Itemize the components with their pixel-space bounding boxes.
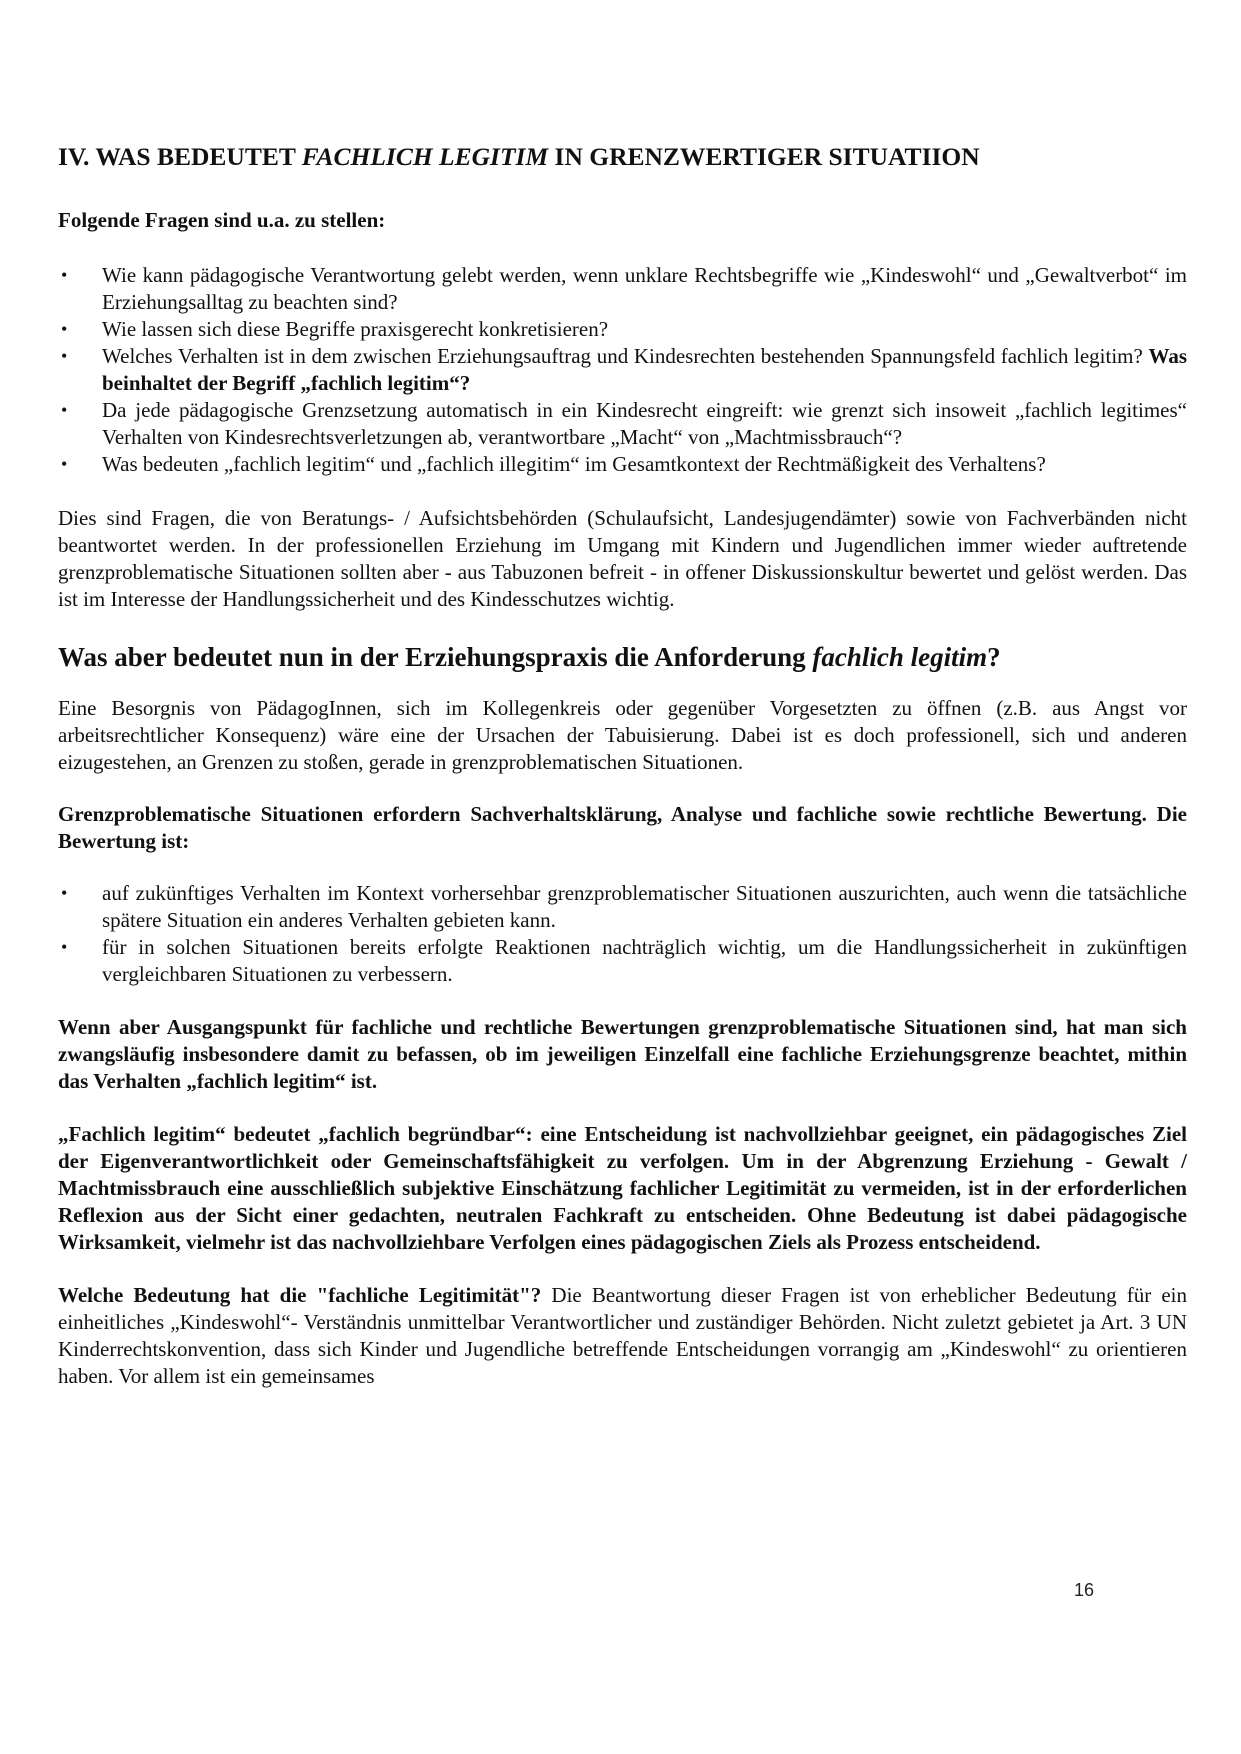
paragraph-6 [58, 1282, 1187, 1390]
list-item [58, 880, 1187, 934]
heading-text-2: IN GRENZWERTIGER SITUATIION [548, 142, 980, 171]
list-item-text: Welches Verhalten ist in dem zwischen Erziehungsauftrag und Kindesrechten bestehenden Spannungsfeld fachlich legitim? [102, 344, 1149, 368]
paragraph-3: Grenzproblematische Situationen erfordern Sachverhaltsklärung, Analyse und fachliche sowie rechtliche Bewertung. Die Bewertung ist: [58, 802, 1187, 853]
list-item [58, 934, 1187, 988]
bullet-icon: • [61, 319, 68, 339]
document-page [58, 140, 1187, 1390]
assessment-list [58, 880, 1187, 988]
paragraph-4: Wenn aber Ausgangspunkt für fachliche und rechtliche Bewertungen grenzproblematische Situationen sind, hat man sich zwangsläufig insbesondere damit zu befassen, ob im jeweiligen Einzelfall eine fachliche Erziehungsgrenze beachtet, mithin das Verhalten „fachlich legitim“ ist. [58, 1015, 1187, 1093]
list-item-bold-text: Was beinhaltet der Begriff „fachlich legitim“? [102, 344, 1187, 395]
bullet-icon: • [61, 937, 68, 957]
heading-text-1: IV. WAS BEDEUTET [58, 142, 302, 171]
subheading [58, 639, 1187, 675]
list-item [58, 316, 1187, 343]
section-heading [58, 140, 1187, 174]
list-item-text: Wie lassen sich diese Begriffe praxisgerecht konkretisieren? [102, 317, 609, 341]
heading-text-italic: FACHLICH LEGITIM [301, 142, 549, 171]
paragraph-5: „Fachlich legitim“ bedeutet „fachlich begründbar“: eine Entscheidung ist nachvollziehbar geeignet, ein pädagogisches Ziel der Eigenverantwortlichkeit oder Gemeinschaftsfähigkeit zu verfolgen. Um in der Abgrenzung Erziehung - Gewalt / Machtmissbrauch eine ausschließlich subjektive Einschätzung fachlicher Legitimität zu vermeiden, ist in der erforderlichen Reflexion aus der Sicht einer gedachten, neutralen Fachkraft zu entscheiden. Ohne Bedeutung ist dabei pädagogische Wirksamkeit, vielmehr ist das nachvollziehbare Verfolgen eines pädagogischen Ziels als Prozess entscheidend. [58, 1122, 1187, 1254]
list-item [58, 343, 1187, 397]
bullet-icon: • [61, 883, 68, 903]
list-item-text: für in solchen Situationen bereits erfolgte Reaktionen nachträglich wichtig, um die Handlungssicherheit in zukünftigen vergleichbaren Situationen zu verbessern. [102, 935, 1187, 986]
list-item-text: Wie kann pädagogische Verantwortung gelebt werden, wenn unklare Rechtsbegriffe wie „Kindeswohl“ und „Gewaltverbot“ im Erziehungsalltag zu beachten sind? [102, 263, 1187, 314]
list-item [58, 397, 1187, 451]
list-item-text: Da jede pädagogische Grenzsetzung automatisch in ein Kindesrecht eingreift: wie grenzt sich insoweit „fachlich legitimes“ Verhalten von Kindesrechtsverletzungen ab, verantwortbare „Macht“ von „Machtmissbrauch“? [102, 398, 1187, 449]
list-item-text: Was bedeuten „fachlich legitim“ und „fachlich illegitim“ im Gesamtkontext der Rechtmäßigkeit des Verhaltens? [102, 452, 1046, 476]
list-item [58, 262, 1187, 316]
bullet-icon: • [61, 346, 68, 366]
bullet-icon: • [61, 400, 68, 420]
page-number: 16 [1074, 1580, 1095, 1600]
paragraph-6-text: Die Beantwortung dieser Fragen ist von erheblicher Bedeutung für ein einheitliches „Kindeswohl“- Verständnis unmittelbar Verantwortlicher und zuständiger Behörden. Nicht zuletzt gebietet ja Art. 3 UN Kinderrechtskonvention, dass sich Kinder und Jugendliche betreffende Entscheidungen vorrangig am „Kindeswohl“ zu orientieren haben. Vor allem ist ein gemeinsames [58, 1283, 1187, 1388]
paragraph-2: Eine Besorgnis von PädagogInnen, sich im Kollegenkreis oder gegenüber Vorgesetzten zu öffnen (z.B. aus Angst vor arbeitsrechtlicher Konsequenz) wäre eine der Ursachen der Tabuisierung. Dabei ist es doch professionell, sich und anderen eizugestehen, an Grenzen zu stoßen, gerade in grenzproblematischen Situationen. [58, 696, 1187, 774]
list-item [58, 451, 1187, 478]
subheading-text-1: Was aber bedeutet nun in der Erziehungspraxis die Anforderung [58, 642, 813, 672]
subheading-text-2: ? [987, 642, 1001, 672]
bullet-icon: • [61, 454, 68, 474]
questions-list [58, 262, 1187, 478]
list-item-text: auf zukünftiges Verhalten im Kontext vorhersehbar grenzproblematischer Situationen auszurichten, auch wenn die tatsächliche spätere Situation ein anderes Verhalten gebieten kann. [102, 881, 1187, 932]
questions-intro: Folgende Fragen sind u.a. zu stellen: [58, 208, 386, 232]
bullet-icon: • [61, 265, 68, 285]
paragraph-6-bold: Welche Bedeutung hat die "fachliche Legitimität"? [58, 1283, 542, 1307]
paragraph-1: Dies sind Fragen, die von Beratungs- / Aufsichtsbehörden (Schulaufsicht, Landesjugendämter) sowie von Fachverbänden nicht beantwortet werden. In der professionellen Erziehung im Umgang mit Kindern und Jugendlichen immer wieder auftretende grenzproblematische Situationen sollten aber - aus Tabuzonen befreit - in offener Diskussionskultur bewertet und gelöst werden. Das ist im Interesse der Handlungssicherheit und des Kindesschutzes wichtig. [58, 506, 1187, 611]
subheading-text-italic: fachlich legitim [812, 642, 988, 672]
